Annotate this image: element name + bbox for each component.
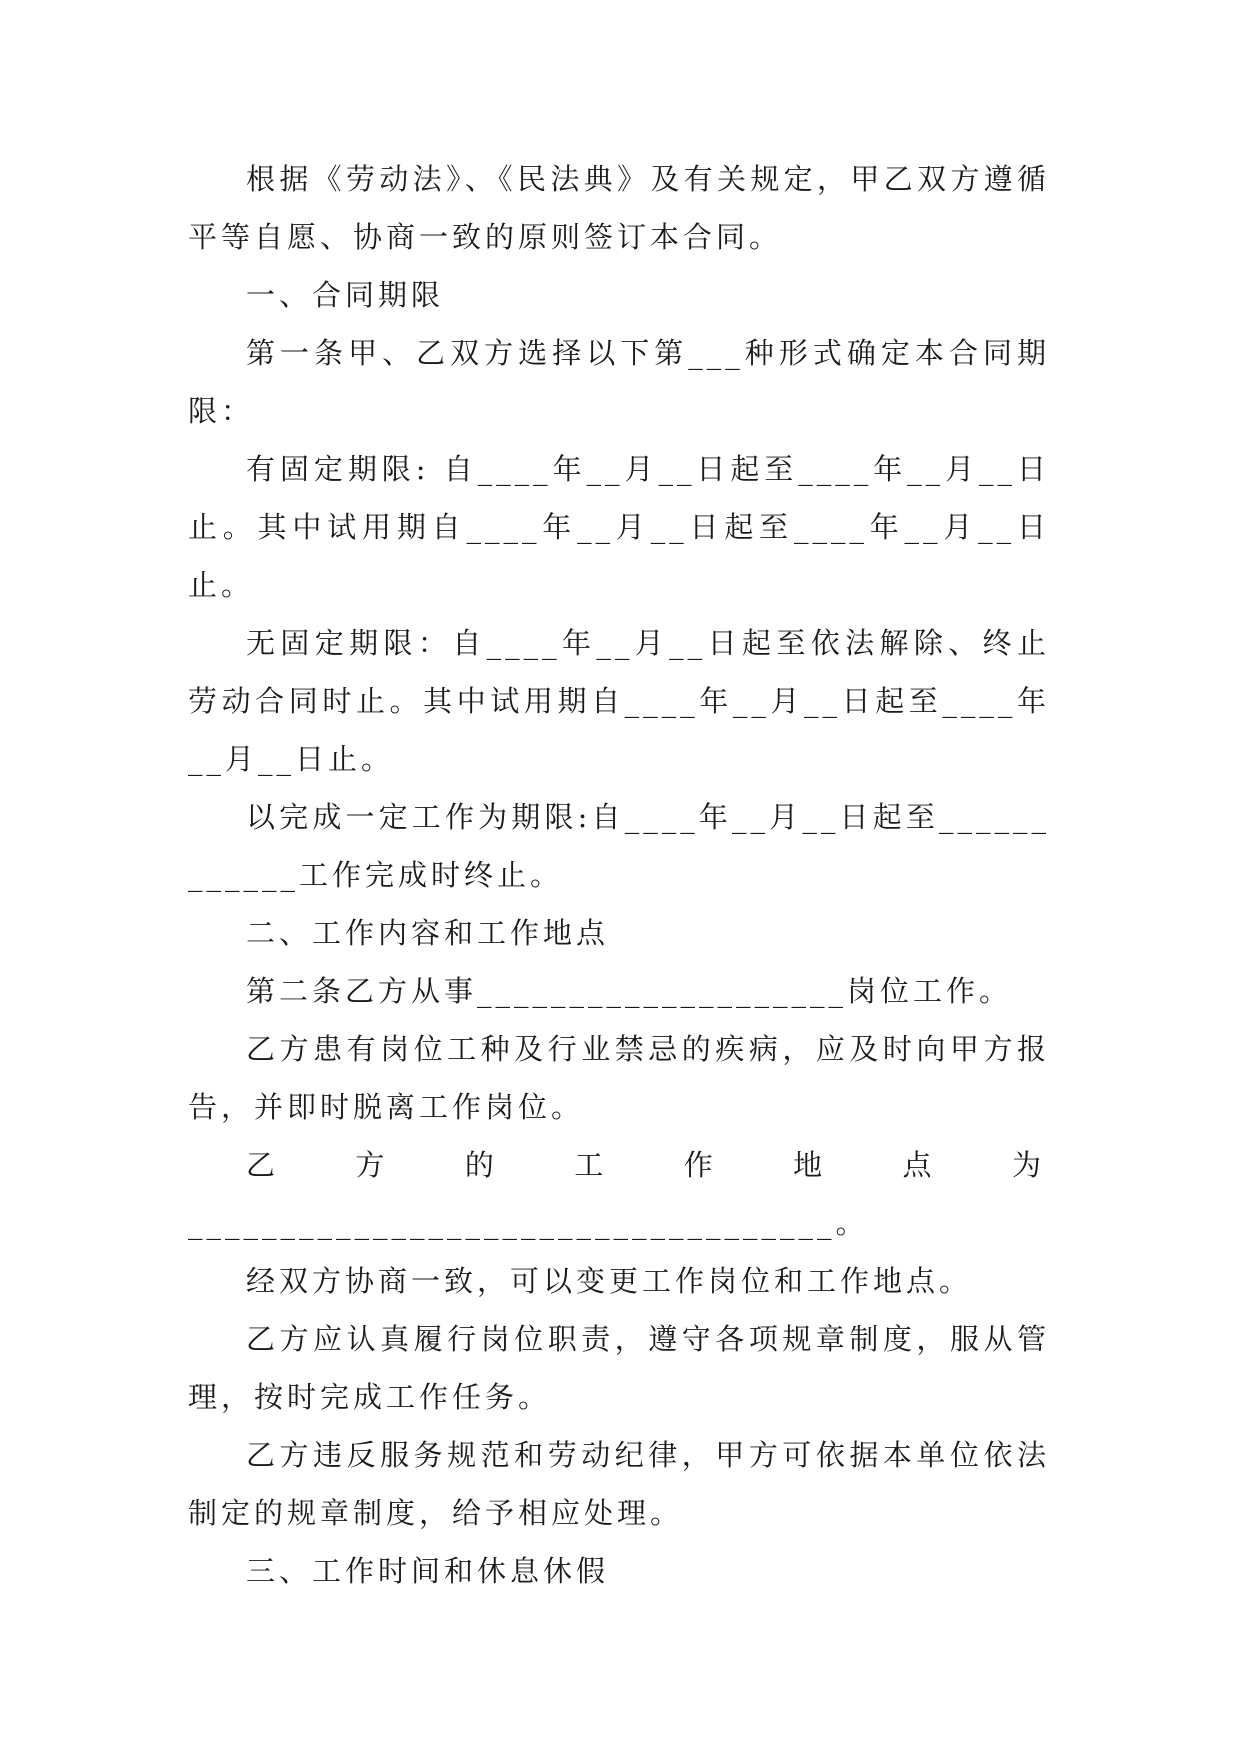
document-page xyxy=(188,150,1050,1600)
task-based-term-paragraph: 以完成一定工作为期限:自____年__月__日起至____________工作完成时终止。 xyxy=(188,800,1050,892)
preamble-paragraph: 根据《劳动法》、《民法典》及有关规定，甲乙双方遵循平等自愿、协商一致的原则签订本合同。 xyxy=(188,162,1050,254)
work-location-blank-line: ___________________________________。 xyxy=(188,1206,869,1240)
open-ended-term-paragraph: 无固定期限：自____年__月__日起至依法解除、终止劳动合同时止。其中试用期自____年__月__日起至____年__月__日止。 xyxy=(188,626,1050,776)
fixed-term-paragraph: 有固定期限: 自____年__月__日起至____年__月__日止。其中试用期自____年__月__日起至____年__月__日止。 xyxy=(188,452,1050,602)
work-location-paragraph: 乙方的工作地点为 xyxy=(246,1148,1050,1182)
disease-report-paragraph: 乙方患有岗位工种及行业禁忌的疾病，应及时向甲方报告，并即时脱离工作岗位。 xyxy=(188,1032,1050,1124)
discipline-paragraph: 乙方违反服务规范和劳动纪律，甲方可依据本单位依法制定的规章制度，给予相应处理。 xyxy=(188,1438,1050,1530)
article-1-paragraph: 第一条甲、乙双方选择以下第___种形式确定本合同期限： xyxy=(188,336,1050,428)
duties-paragraph: 乙方应认真履行岗位职责，遵守各项规章制度，服从管理，按时完成工作任务。 xyxy=(188,1322,1050,1414)
section-heading-job-content: 二、工作内容和工作地点 xyxy=(246,916,610,950)
section-heading-working-hours: 三、工作时间和休息休假 xyxy=(246,1554,610,1588)
article-2-paragraph: 第二条乙方从事____________________岗位工作。 xyxy=(246,974,1013,1008)
change-agreement-paragraph: 经双方协商一致，可以变更工作岗位和工作地点。 xyxy=(246,1264,973,1298)
section-heading-contract-term: 一、合同期限 xyxy=(246,278,445,312)
